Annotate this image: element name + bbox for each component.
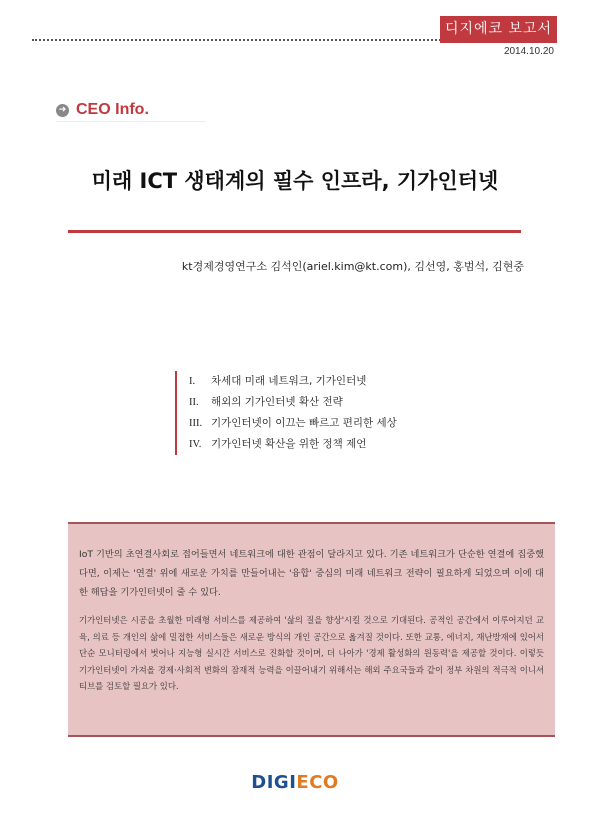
section-label [56, 101, 149, 119]
toc-text: 해외의 기가인터넷 확산 전략 [211, 396, 343, 408]
toc-number: II. [189, 397, 199, 408]
summary-box [68, 522, 555, 737]
toc-number: III. [189, 418, 203, 429]
logo-part-1: DIGI [251, 772, 297, 793]
toc-text: 기가인터넷 확산을 위한 정책 제언 [211, 438, 367, 450]
summary-paragraph-1: IoT 기반의 초연결사회로 접어들면서 네트워크에 대한 관점이 달라지고 있다. 기존 네트워크가 단순한 연결에 집중했다면, 이제는 '연결' 위에 새로운 가치를 만들어내는 '융합' 중심의 미래 네트워크 전략이 필요하게 되었으며 이에 대한 해답을 기가인터넷이 줄 수 있다. [79, 549, 544, 598]
table-of-contents [175, 371, 397, 455]
title-rule [68, 230, 521, 233]
toc-number: I. [189, 376, 196, 387]
report-type-tag: 디지에코 보고서 [440, 16, 557, 43]
digieco-logo [0, 772, 590, 793]
summary-paragraph-2: 기가인터넷은 시공을 초월한 미래형 서비스를 제공하여 '삶의 질을 향상'시킬 것으로 기대된다. 공적인 공간에서 이루어지던 교육, 의료 등 개인의 삶에 밀접한 서비스들은 새로운 방식의 개인 공간으로 옮겨질 것이다. 또한 교통, 에너지, 재난방재에 있어서 단순 모니터링에서 벗어나 지능형 실시간 서비스로 진화할 것이며, 더 나아가 '경제 활성화의 원동력'을 제공할 것이다. 이렇듯 기가인터넷이 가져올 경제·사회적 변화의 잠재적 능력을 이끌어내기 위해서는 해외 주요국들과 같이 정부 차원의 적극적 이니셔티브를 검토할 필요가 있다. [79, 615, 544, 691]
report-date: 2014.10.20 [503, 46, 554, 57]
toc-item[interactable] [189, 392, 397, 413]
page-title: 미래 ICT 생태계의 필수 인프라, 기가인터넷 [91, 169, 499, 193]
section-label-text: CEO Info. [76, 101, 149, 118]
section-underline [56, 121, 206, 122]
logo-part-2: ECO [296, 772, 339, 793]
toc-item[interactable] [189, 371, 397, 392]
toc-number: IV. [189, 439, 202, 450]
authors: kt경제경영연구소 김석인(ariel.kim@kt.com), 김선영, 홍범석, 김현중 [181, 260, 524, 273]
toc-text: 차세대 미래 네트워크, 기가인터넷 [211, 375, 367, 387]
arrow-circle-icon: ➜ [56, 104, 69, 117]
toc-item[interactable] [189, 413, 397, 434]
toc-text: 기가인터넷이 이끄는 빠르고 편리한 세상 [211, 417, 397, 429]
toc-item[interactable] [189, 434, 397, 455]
